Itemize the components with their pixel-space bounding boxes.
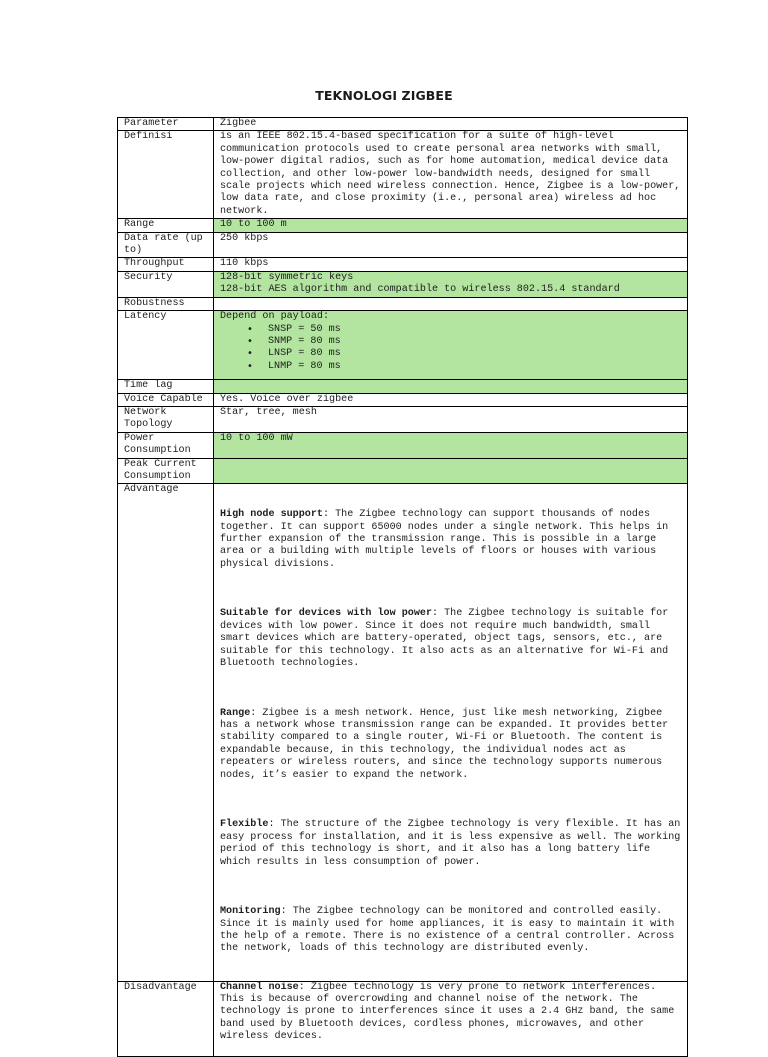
advantage-heading: Range <box>220 707 251 719</box>
disadvantage-value <box>214 981 688 1056</box>
advantage-text: : The Zigbee technology can be monitored and controlled easily. Since it is mainly used for home appliances, it is easy to maintain it with the help of a remote. There is no existence of a central controller. Across the network, loads of this technology are distributed evenly. <box>220 906 681 955</box>
advantage-text: : Zigbee is a mesh network. Hence, just like mesh networking, Zigbee has a network whose transmission range can be expanded. It provides better stability compared to a single router, Wi-Fi or Bluetooth. The content is expandable because, in this technology, the individual nodes act as repeaters or wireless routers, and since the technology supports numerous nodes, it’s easier to expand the network. <box>220 707 675 781</box>
param-label: Voice Capable <box>118 393 214 406</box>
table-row <box>118 118 688 131</box>
param-label: Security <box>118 271 214 297</box>
document-title: TEKNOLOGI ZIGBEE <box>315 88 453 103</box>
param-label: Latency <box>118 311 214 380</box>
advantage-paragraph <box>220 906 682 956</box>
param-label: Time lag <box>118 380 214 393</box>
advantage-paragraph <box>220 509 682 571</box>
disadvantage-text: : Zigbee technology is very prone to network interferences. This is because of overcrowding and channel noise of the network. The technology is prone to interferences since it uses a 2.4 GHz band, the same band used by Bluetooth devices, cordless phones, microwaves, and other wireless devices. <box>220 981 681 1043</box>
param-value <box>214 297 688 310</box>
advantage-text: : The Zigbee technology can support thousands of nodes together. It can support 65000 nodes under a single network. This helps in further expansion of the transmission range. This is possible in a large area or a building with multiple levels of floors or houses with various physical divisions. <box>220 509 675 570</box>
param-value: is an IEEE 802.15.4-based specification for a suite of high-level communication protocols used to create personal area networks with small, low-power digital radios, such as for home automation, medical device data collection, and other low-power low-bandwidth needs, designed for small scale projects which need wireless connection. Hence, Zigbee is a low-power, low data rate, and close proximity (i.e., personal area) wireless ad hoc network. <box>214 131 688 219</box>
param-label: Data rate (up to) <box>118 232 214 258</box>
param-label: Parameter <box>118 118 214 131</box>
table-row <box>118 406 688 432</box>
advantage-text: : The Zigbee technology is suitable for devices with low power. Since it does not require much bandwidth, small smart devices which are battery-operated, object tags, sensors, etc., are suitable for this technology. It also acts as an alternative for Wi-Fi and Bluetooth technologies. <box>220 608 675 670</box>
param-value <box>214 458 688 484</box>
latency-value <box>214 311 688 380</box>
advantage-heading: Suitable for devices with low power <box>220 608 433 620</box>
advantage-heading: High node support <box>220 509 323 521</box>
param-value <box>214 380 688 393</box>
param-label: Robustness <box>118 297 214 310</box>
table-row <box>118 219 688 232</box>
param-value: Yes. Voice over zigbee <box>214 393 688 406</box>
param-label: Network Topology <box>118 406 214 432</box>
table-row <box>118 311 688 380</box>
advantage-paragraph <box>220 708 682 782</box>
zigbee-spec-table <box>117 117 688 1057</box>
param-value: 110 kbps <box>214 258 688 271</box>
table-row <box>118 432 688 458</box>
security-line: 128-bit AES algorithm and compatible to wireless 802.15.4 standard <box>220 284 620 296</box>
table-row <box>118 393 688 406</box>
list-item: • SNSP = 50 ms <box>268 324 682 336</box>
security-value <box>214 271 688 297</box>
param-label: Range <box>118 219 214 232</box>
advantage-paragraph <box>220 819 687 869</box>
table-row <box>118 258 688 271</box>
table-row <box>118 484 688 981</box>
param-label: Advantage <box>118 484 214 981</box>
advantage-paragraph <box>220 608 682 670</box>
security-line: 128-bit symmetric keys <box>220 271 354 283</box>
latency-list <box>220 324 682 374</box>
param-label: Definisi <box>118 131 214 219</box>
latency-intro: Depend on payload: <box>220 311 330 323</box>
param-label: Peak Current Consumption <box>118 458 214 484</box>
table-row <box>118 232 688 258</box>
list-item: • SNMP = 80 ms <box>268 336 682 348</box>
table-row <box>118 380 688 393</box>
disadvantage-heading: Channel noise <box>220 981 299 993</box>
table-row <box>118 271 688 297</box>
advantage-heading: Monitoring <box>220 906 281 918</box>
table-row <box>118 458 688 484</box>
list-item: • LNMP = 80 ms <box>268 361 682 373</box>
param-value: 250 kbps <box>214 232 688 258</box>
list-item: • LNSP = 80 ms <box>268 348 682 360</box>
param-label: Power Consumption <box>118 432 214 458</box>
param-value: Zigbee <box>214 118 688 131</box>
param-value: Star, tree, mesh <box>214 406 688 432</box>
advantage-text: : The structure of the Zigbee technology is very flexible. It has an easy process for installation, and it is less expensive as well. The working period of this technology is short, and it also has a long battery life which results in less consumption of power. <box>220 819 687 868</box>
table-row <box>118 131 688 219</box>
advantage-heading: Flexible <box>220 819 269 831</box>
param-value: 10 to 100 mW <box>214 432 688 458</box>
advantage-value <box>214 484 688 981</box>
param-label: Throughput <box>118 258 214 271</box>
table-row <box>118 981 688 1056</box>
param-value: 10 to 100 m <box>214 219 688 232</box>
table-row <box>118 297 688 310</box>
param-label: Disadvantage <box>118 981 214 1056</box>
